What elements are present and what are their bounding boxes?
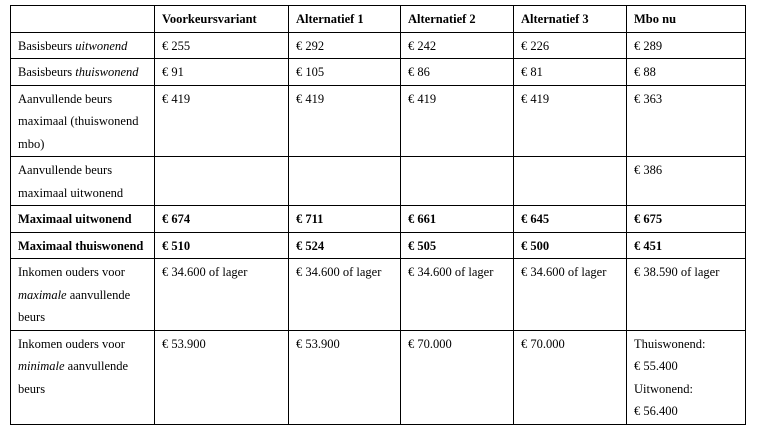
table-cell: € 34.600 of lager: [514, 259, 627, 331]
table-cell: € 81: [514, 59, 627, 86]
table-cell: € 289: [627, 32, 746, 59]
table-cell: € 70.000: [401, 330, 514, 424]
table-cell: € 386: [627, 157, 746, 206]
table-row: [11, 232, 746, 259]
header-alternatief-1: Alternatief 1: [289, 6, 401, 33]
table-cell: € 91: [155, 59, 289, 86]
grant-comparison-table: [10, 5, 746, 425]
row-label-maximaal-uitwonend: Maximaal uitwonend: [11, 206, 155, 233]
table-cell: € 419: [401, 85, 514, 157]
table-cell: € 711: [289, 206, 401, 233]
row-label-inkomen-minimale: Inkomen ouders voor minimale aanvullende beurs: [11, 330, 155, 424]
table-row: [11, 157, 746, 206]
table-cell: € 34.600 of lager: [155, 259, 289, 331]
table-cell: € 363: [627, 85, 746, 157]
table-cell: € 675: [627, 206, 746, 233]
table-cell: € 500: [514, 232, 627, 259]
table-cell: € 451: [627, 232, 746, 259]
cell-line: Thuiswonend:: [634, 336, 706, 351]
table-row: [11, 206, 746, 233]
row-label-basisbeurs-uitwonend: Basisbeurs uitwonend: [11, 32, 155, 59]
table-cell: € 86: [401, 59, 514, 86]
table-cell: € 661: [401, 206, 514, 233]
cell-line: € 55.400: [634, 359, 678, 373]
table-row: [11, 85, 746, 157]
table-cell: € 419: [155, 85, 289, 157]
table-cell: € 674: [155, 206, 289, 233]
cell-line: Uitwonend:: [634, 381, 694, 396]
table-cell: [401, 157, 514, 206]
header-alternatief-3: Alternatief 3: [514, 6, 627, 33]
table-cell: € 645: [514, 206, 627, 233]
header-corner-cell: [11, 6, 155, 33]
row-label-aanvullende-beurs-uitwonend: Aanvullende beurs maximaal uitwonend: [11, 157, 155, 206]
row-label-aanvullende-beurs-thuiswonend: Aanvullende beurs maximaal (thuiswonend mbo): [11, 85, 155, 157]
table-cell: € 34.600 of lager: [401, 259, 514, 331]
header-voorkeursvariant: Voorkeursvariant: [155, 6, 289, 33]
table-cell: € 255: [155, 32, 289, 59]
table-cell: € 242: [401, 32, 514, 59]
table-cell: € 510: [155, 232, 289, 259]
table-cell: € 419: [289, 85, 401, 157]
row-label-maximaal-thuiswonend: Maximaal thuiswonend: [11, 232, 155, 259]
table-row: [11, 32, 746, 59]
header-alternatief-2: Alternatief 2: [401, 6, 514, 33]
table-cell: € 38.590 of lager: [627, 259, 746, 331]
table-cell-mbo-multiline: [627, 330, 746, 424]
table-cell: € 70.000: [514, 330, 627, 424]
table-cell: € 505: [401, 232, 514, 259]
table-cell: € 292: [289, 32, 401, 59]
table-row: [11, 259, 746, 331]
table-cell: € 105: [289, 59, 401, 86]
table-cell: € 34.600 of lager: [289, 259, 401, 331]
table-row: [11, 59, 746, 86]
table-row: [11, 330, 746, 424]
table-cell: € 226: [514, 32, 627, 59]
header-row: [11, 6, 746, 33]
table-cell: [155, 157, 289, 206]
table-cell: € 53.900: [289, 330, 401, 424]
header-mbo-nu: Mbo nu: [627, 6, 746, 33]
table-cell: € 53.900: [155, 330, 289, 424]
cell-line: € 56.400: [634, 404, 678, 418]
row-label-inkomen-maximale: Inkomen ouders voor maximale aanvullende beurs: [11, 259, 155, 331]
table-cell: € 524: [289, 232, 401, 259]
table-cell: [514, 157, 627, 206]
row-label-basisbeurs-thuiswonend: Basisbeurs thuiswonend: [11, 59, 155, 86]
table-cell: [289, 157, 401, 206]
table-cell: € 419: [514, 85, 627, 157]
table-cell: € 88: [627, 59, 746, 86]
